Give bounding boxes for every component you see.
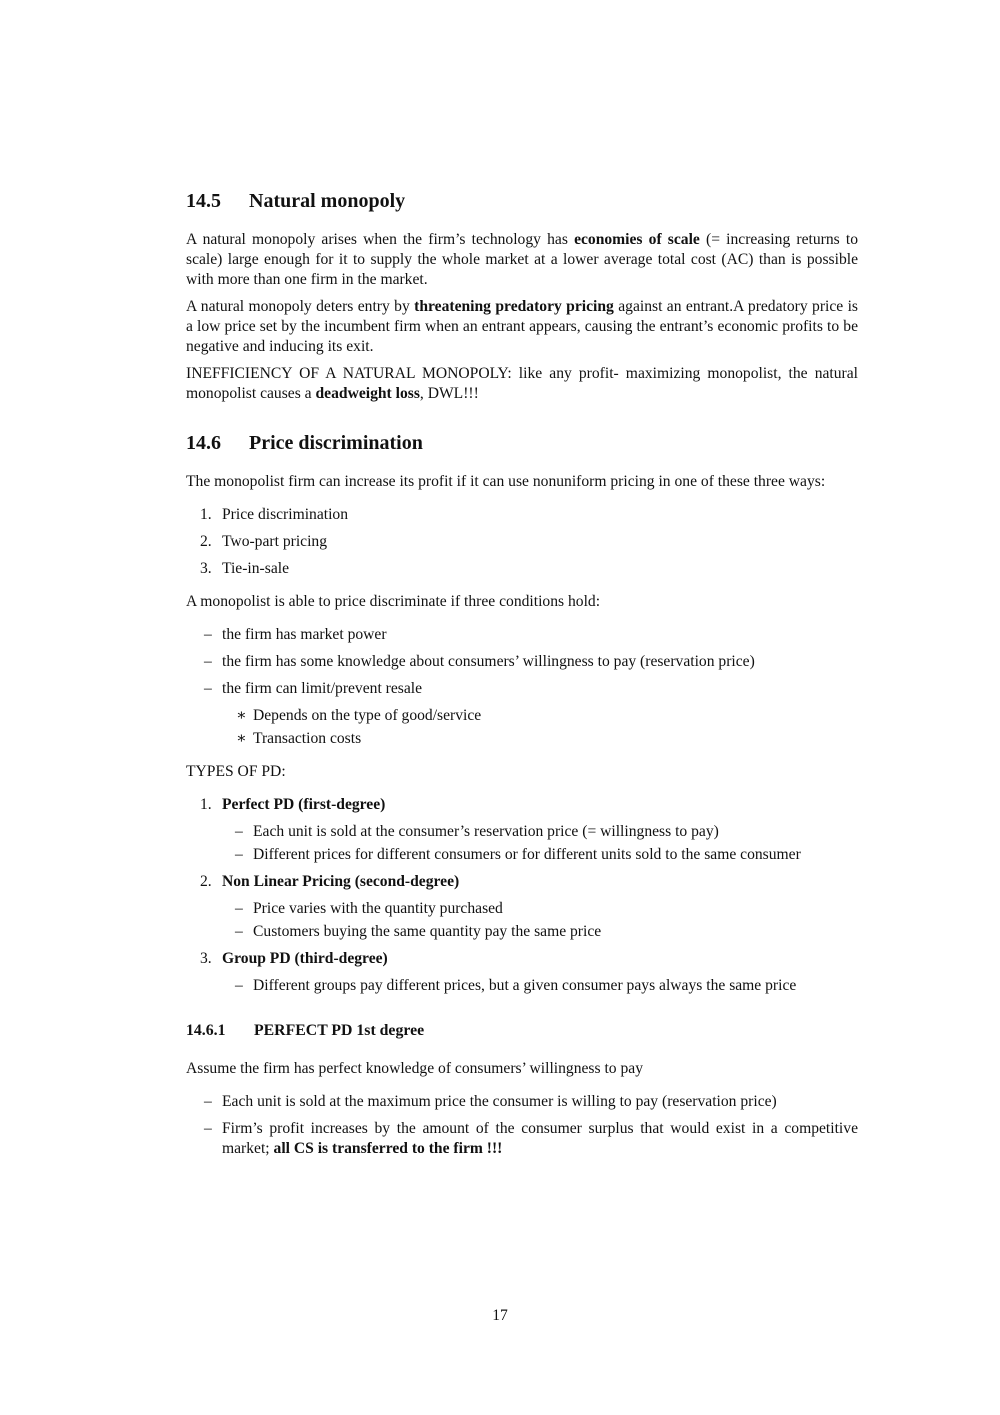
list-marker: – (235, 977, 243, 994)
paragraph-inefficiency (186, 364, 858, 404)
list-item (222, 706, 858, 726)
list-marker: – (235, 923, 243, 940)
paragraph-pd-intro: The monopolist firm can increase its profit if it can use nonuniform pricing in one of these three ways: (186, 473, 826, 490)
list-item (222, 822, 858, 842)
pd-type-title: Perfect PD (first-degree) (222, 796, 386, 813)
section-number: 14.5 (186, 190, 221, 212)
list-item-text: Firm’s profit increases by the amount of the consumer surplus that would exist in a competitive market; (222, 1120, 858, 1157)
list-item (186, 625, 858, 645)
list-marker: – (235, 846, 243, 863)
list-item-text: Customers buying the same quantity pay the same price (253, 923, 602, 940)
pd-type-title: Group PD (third-degree) (222, 950, 388, 967)
bold-term: threatening predatory pricing (414, 298, 614, 315)
list-marker: – (204, 1120, 212, 1137)
pd-type-details (222, 899, 858, 942)
text-run: INEFFICIENCY OF A NATURAL MONOPOLY: like any profit- maximizing monopolist, the natural monopolist causes a (186, 365, 858, 402)
list-item (186, 949, 858, 996)
list-item (186, 532, 858, 552)
text-run: (= increasing returns to scale) large enough for it to supply the whole market at a lower average total cost (AC) than is possible with more than one firm in the market. (186, 231, 858, 288)
paragraph-conditions-intro: A monopolist is able to price discriminate if three conditions hold: (186, 593, 601, 610)
subsection-heading-perfect-pd (186, 1021, 858, 1041)
list-item (186, 872, 858, 942)
list-item (186, 559, 858, 579)
list-item (222, 976, 858, 996)
list-marker: – (204, 680, 212, 697)
resale-subitems-list (222, 706, 858, 749)
section-number: 14.6 (186, 432, 221, 454)
list-item (222, 922, 858, 942)
text-run: A natural monopoly deters entry by (186, 298, 415, 315)
document-page (186, 188, 858, 1172)
list-marker: ∗ (236, 707, 247, 724)
list-marker: ∗ (236, 730, 247, 747)
paragraph-predatory-pricing (186, 297, 858, 357)
list-marker: – (204, 626, 212, 643)
list-item-text: the firm has some knowledge about consumers’ willingness to pay (reservation price) (222, 653, 755, 670)
list-item-text: Different groups pay different prices, but a given consumer pays always the same price (253, 977, 797, 994)
list-item-text: Transaction costs (253, 730, 362, 747)
list-item (186, 505, 858, 525)
list-marker: – (235, 823, 243, 840)
pd-types-list (186, 795, 858, 996)
paragraph-perfect-pd-intro: Assume the firm has perfect knowledge of consumers’ willingness to pay (186, 1060, 644, 1077)
page-number: 17 (492, 1307, 508, 1324)
section-title: Price discrimination (249, 432, 423, 454)
subsection-number: 14.6.1 (186, 1022, 226, 1039)
list-marker: – (204, 1093, 212, 1110)
list-item-text: the firm can limit/prevent resale (222, 680, 423, 697)
list-item (186, 1119, 858, 1159)
text-run: A natural monopoly arises when the firm’s technology has (186, 231, 575, 248)
text-run: against an entrant.A predatory price is a low price set by the incumbent firm when an entrant appears, causing the entrant’s economic profits to be negative and inducing its exit. (186, 298, 859, 355)
conditions-list (186, 625, 858, 749)
pd-type-title: Non Linear Pricing (second-degree) (222, 873, 460, 890)
list-item (222, 845, 858, 865)
list-marker: 3. (200, 950, 212, 967)
list-item-text: Price varies with the quantity purchased (253, 900, 503, 917)
bold-term: deadweight loss (315, 385, 420, 402)
list-marker: 1. (200, 506, 212, 523)
ways-list (186, 505, 858, 579)
list-item-text: Different prices for different consumers or for different units sold to the same consumer (253, 846, 801, 863)
list-item-text: Tie-in-sale (222, 560, 289, 577)
types-label: TYPES OF PD: (186, 763, 286, 780)
subsection-title: PERFECT PD 1st degree (254, 1022, 425, 1039)
list-item (222, 729, 858, 749)
list-item (186, 652, 858, 672)
section-title: Natural monopoly (249, 190, 406, 212)
list-item (222, 899, 858, 919)
list-item-text: Price discrimination (222, 506, 349, 523)
paragraph-natural-monopoly-definition (186, 230, 858, 290)
list-marker: – (204, 653, 212, 670)
list-item-text: Each unit is sold at the consumer’s reservation price (= willingness to pay) (253, 823, 719, 840)
list-marker: – (235, 900, 243, 917)
list-marker: 2. (200, 873, 212, 890)
section-heading-natural-monopoly (186, 188, 858, 214)
section-heading-price-discrimination (186, 430, 858, 456)
list-item (186, 1092, 858, 1112)
bold-term: economies of scale (574, 231, 700, 248)
pd-type-details (222, 976, 858, 996)
list-item-text: Each unit is sold at the maximum price the consumer is willing to pay (reservation price) (222, 1093, 777, 1110)
text-run: , DWL!!! (419, 385, 479, 402)
list-item (186, 795, 858, 865)
list-marker: 3. (200, 560, 212, 577)
list-item-text: the firm has market power (222, 626, 387, 643)
bold-term: all CS is transferred to the firm !!! (273, 1140, 503, 1157)
list-item (186, 679, 858, 749)
list-marker: 2. (200, 533, 212, 550)
pd-type-details (222, 822, 858, 865)
list-marker: 1. (200, 796, 212, 813)
list-item-text: Depends on the type of good/service (253, 707, 482, 724)
list-item-text: Two-part pricing (222, 533, 327, 550)
perfect-pd-list (186, 1092, 858, 1159)
